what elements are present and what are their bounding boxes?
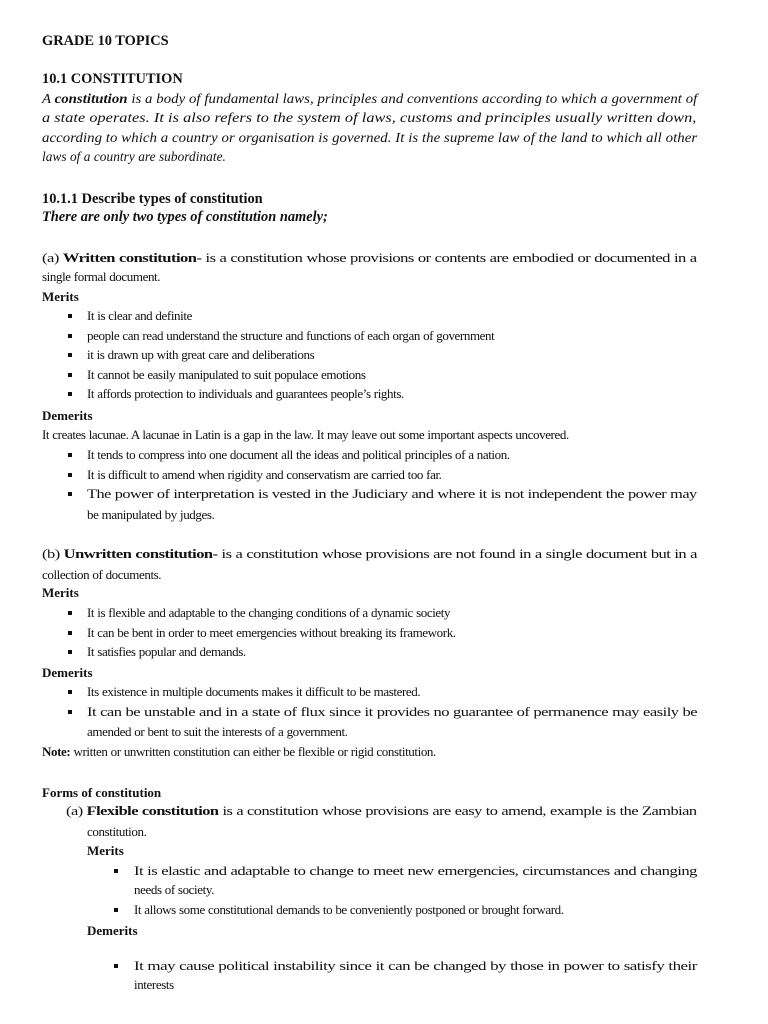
intro-line-4: laws of a country are subordinate.: [42, 149, 226, 164]
forms-heading: Forms of constitution: [42, 785, 162, 800]
unwritten-merit-3: It satisfies popular and demands.: [87, 644, 246, 659]
note-label: Note:: [42, 744, 71, 759]
written-prefix: (a): [42, 250, 63, 265]
bullet-icon: [68, 492, 72, 496]
flexible-definition-line-2: constitution.: [87, 824, 147, 839]
bullet-icon: [68, 473, 72, 477]
written-merit-3: it is drawn up with great care and deliberations: [87, 347, 315, 362]
bullet-icon: [114, 908, 118, 912]
unwritten-demerit-2-cont: amended or bent to suit the interests of a government.: [87, 724, 348, 739]
written-demerit-3: The power of interpretation is vested in the Judiciary and where it is not independent the power may: [87, 486, 697, 501]
unwritten-demerit-2: It can be unstable and in a state of flux since it provides no guarantee of permanence may easily be: [87, 704, 698, 719]
flexible-demerit-1: It may cause political instability since it can be changed by those in power to satisfy their: [134, 958, 697, 973]
unwritten-demerits-label: Demerits: [42, 665, 93, 680]
written-definition-text: is a constitution whose provisions or contents are embodied or documented in a: [201, 250, 697, 265]
intro-term: constitution: [54, 91, 128, 106]
bullet-icon: [68, 334, 72, 338]
written-demerit-1: It tends to compress into one document all the ideas and political principles of a nation.: [87, 447, 510, 462]
bullet-icon: [68, 353, 72, 357]
unwritten-definition-line-2: collection of documents.: [42, 567, 162, 582]
bullet-icon: [114, 869, 118, 873]
flexible-demerit-1-cont: interests: [134, 977, 174, 992]
bullet-icon: [68, 453, 72, 457]
flexible-merit-1: It is elastic and adaptable to change to meet new emergencies, circumstances and changing: [134, 863, 697, 878]
intro-line-1: [42, 92, 697, 105]
note-text: written or unwritten constitution can either be flexible or rigid constitution.: [70, 744, 436, 759]
bullet-icon: [68, 314, 72, 318]
written-term: Written constitution-: [62, 250, 202, 265]
written-demerits-label: Demerits: [42, 408, 93, 423]
bullet-icon: [68, 710, 72, 714]
bullet-icon: [68, 650, 72, 654]
bullet-icon: [68, 690, 72, 694]
written-merit-4: It cannot be easily manipulated to suit populace emotions: [87, 367, 366, 382]
written-merit-5: It affords protection to individuals and guarantees people’s rights.: [87, 386, 404, 401]
written-demerit-2: It is difficult to amend when rigidity and conservatism are carried too far.: [87, 467, 442, 482]
intro-line-3: according to which a country or organisation is governed. It is the supreme law of the land to which all other: [42, 130, 698, 145]
flexible-term: Flexible constitution: [86, 803, 219, 818]
written-merit-1: It is clear and definite: [87, 308, 192, 323]
unwritten-merits-label: Merits: [42, 585, 79, 600]
unwritten-prefix: (b): [42, 546, 64, 561]
flexible-merits-label: Merits: [87, 843, 124, 858]
flexible-merit-2: It allows some constitutional demands to be conveniently postponed or brought forward.: [134, 902, 564, 917]
note-line: [42, 745, 436, 758]
written-definition-line-2: single formal document.: [42, 269, 161, 284]
document-title: GRADE 10 TOPICS: [42, 33, 169, 49]
unwritten-demerit-1: Its existence in multiple documents makes it difficult to be mastered.: [87, 684, 421, 699]
intro-line-1-after: is a body of fundamental laws, principles and conventions according to which a government of: [127, 91, 698, 106]
written-merits-label: Merits: [42, 289, 79, 304]
flexible-merit-1-cont: needs of society.: [134, 882, 214, 897]
written-merit-2: people can read understand the structure and functions of each organ of government: [87, 328, 495, 343]
unwritten-definition-text: is a constitution whose provisions are not found in a single document but in a: [217, 546, 697, 561]
types-subheading: There are only two types of constitution namely;: [42, 209, 328, 225]
intro-line-1-before: A: [42, 91, 55, 106]
unwritten-merit-2: It can be bent in order to meet emergencies without breaking its framework.: [87, 625, 456, 640]
flexible-definition-text: is a constitution whose provisions are easy to amend, example is the Zambian: [218, 803, 697, 818]
written-definition-line-1: [42, 251, 697, 264]
flexible-prefix: (a): [66, 803, 87, 818]
bullet-icon: [114, 964, 118, 968]
written-demerit-3-cont: be manipulated by judges.: [87, 507, 215, 522]
bullet-icon: [68, 373, 72, 377]
unwritten-definition-line-1: [42, 547, 697, 560]
unwritten-term: Unwritten constitution-: [63, 546, 218, 561]
bullet-icon: [68, 631, 72, 635]
intro-line-2: a state operates. It is also refers to the system of laws, customs and principles usually written down,: [42, 110, 697, 125]
flexible-definition-line-1: [66, 804, 697, 817]
flexible-demerits-label: Demerits: [87, 923, 138, 938]
unwritten-merit-1: It is flexible and adaptable to the changing conditions of a dynamic society: [87, 605, 451, 620]
bullet-icon: [68, 611, 72, 615]
types-heading: 10.1.1 Describe types of constitution: [42, 191, 263, 207]
bullet-icon: [68, 392, 72, 396]
section-heading: 10.1 CONSTITUTION: [42, 71, 183, 87]
written-demerits-intro: It creates lacunae. A lacunae in Latin is a gap in the law. It may leave out some important aspects uncovered.: [42, 427, 569, 442]
